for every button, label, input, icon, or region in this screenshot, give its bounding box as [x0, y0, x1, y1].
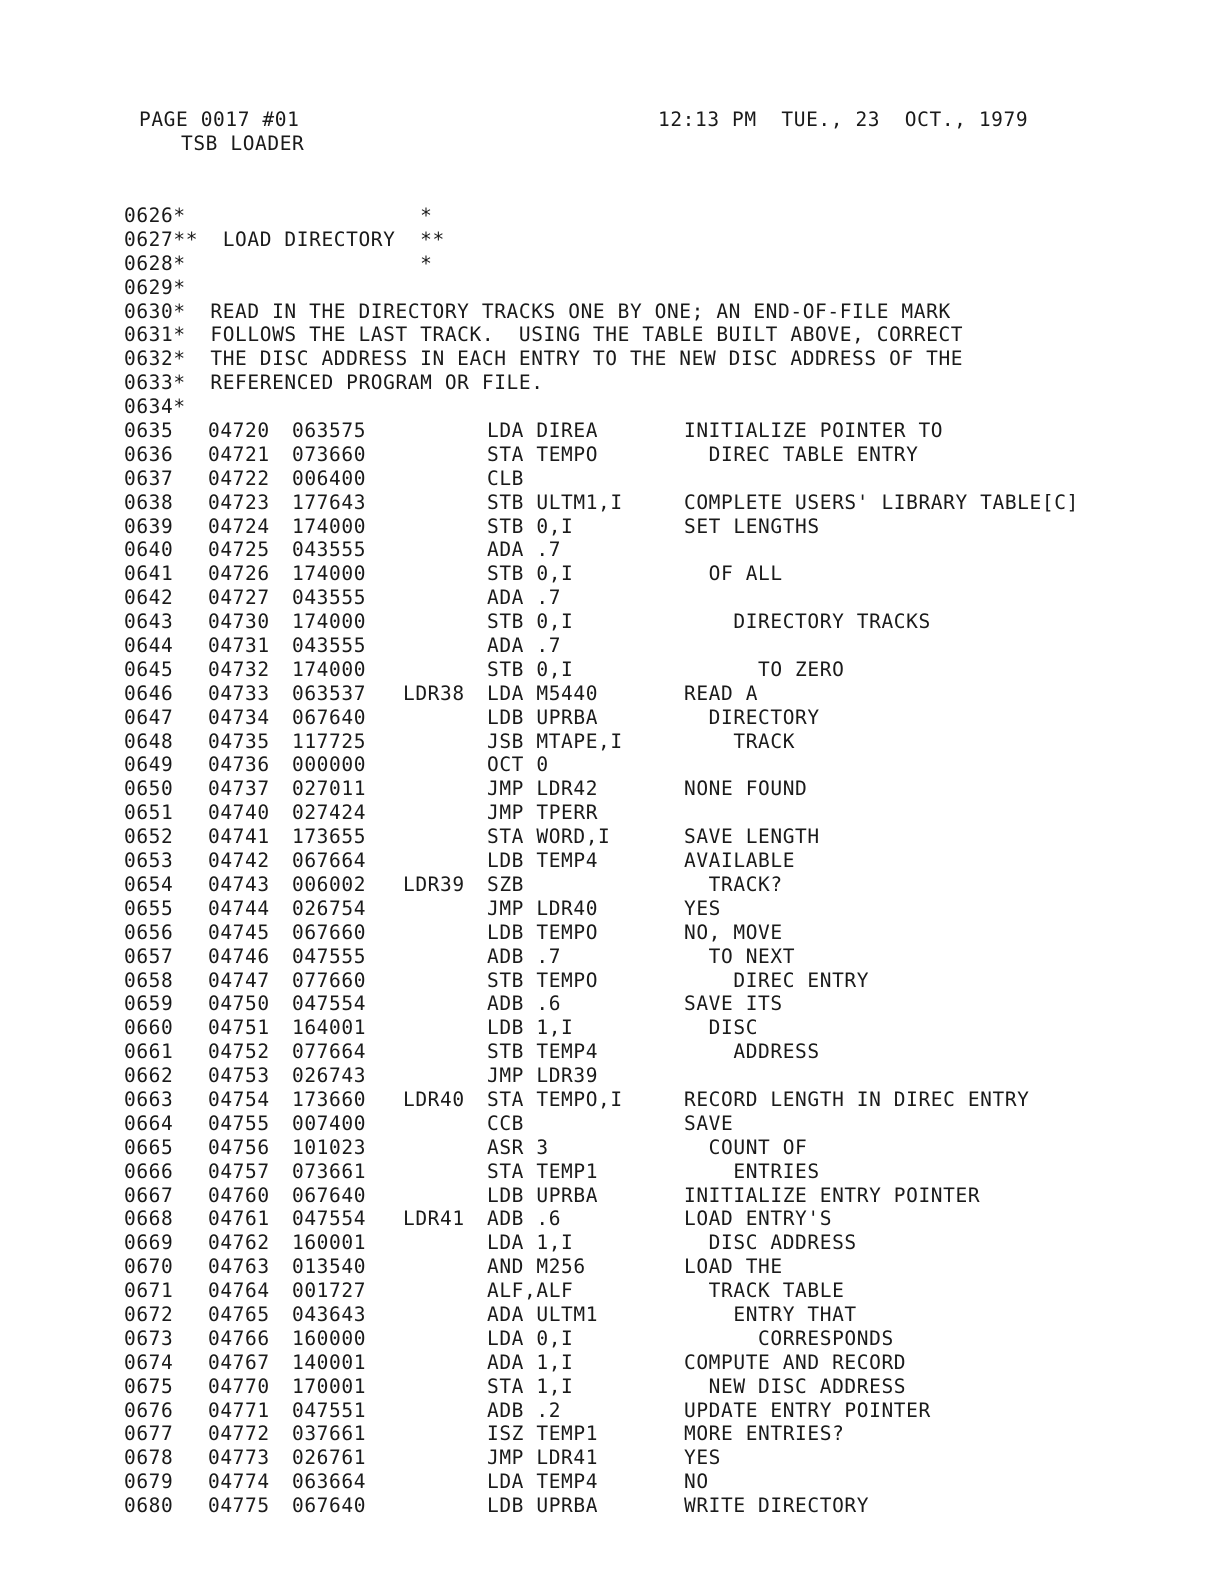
print-datetime: 12:13 PM TUE., 23 OCT., 1979	[658, 108, 1029, 131]
instruction: LDB UPRBA	[487, 705, 599, 729]
comment-line	[124, 204, 1184, 228]
memory-address: 04772	[208, 1422, 270, 1446]
memory-address: 04764	[208, 1279, 270, 1303]
code-line	[124, 419, 1184, 443]
line-number: 0637	[124, 466, 174, 490]
comment: TRACK	[684, 729, 796, 753]
line-number: 0669	[124, 1231, 174, 1255]
comment: SET LENGTHS	[684, 514, 820, 538]
object-code: 067640	[292, 705, 367, 729]
code-line	[124, 921, 1184, 945]
instruction: JSB MTAPE,I	[487, 729, 623, 753]
instruction: AND M256	[487, 1255, 586, 1279]
line-number: 0659	[124, 992, 174, 1016]
comment: TRACK TABLE	[684, 1279, 845, 1303]
memory-address: 04727	[208, 586, 270, 610]
memory-address: 04762	[208, 1231, 270, 1255]
instruction: STB ULTM1,I	[487, 490, 623, 514]
comment: YES	[684, 896, 722, 920]
instruction: LDA DIREA	[487, 419, 599, 443]
comment-text: 0629*	[124, 275, 186, 299]
comment-text: 0627** LOAD DIRECTORY **	[124, 227, 445, 251]
line-number: 0677	[124, 1422, 174, 1446]
memory-address: 04744	[208, 896, 270, 920]
object-code: 067660	[292, 920, 367, 944]
code-line	[124, 1470, 1184, 1494]
comment: NEW DISC ADDRESS	[684, 1374, 907, 1398]
memory-address: 04761	[208, 1207, 270, 1231]
memory-address: 04740	[208, 801, 270, 825]
line-number: 0647	[124, 705, 174, 729]
label: LDR39	[403, 872, 465, 896]
object-code: 026743	[292, 1064, 367, 1088]
instruction: STB TEMP4	[487, 1040, 599, 1064]
comment: WRITE DIRECTORY	[684, 1494, 870, 1518]
line-number: 0656	[124, 920, 174, 944]
code-line	[124, 1016, 1184, 1040]
instruction: STA TEMPO	[487, 442, 599, 466]
code-line	[124, 467, 1184, 491]
object-code: 174000	[292, 610, 367, 634]
label: LDR38	[403, 681, 465, 705]
line-number: 0676	[124, 1398, 174, 1422]
comment-text: 0631* FOLLOWS THE LAST TRACK. USING THE TABLE BUILT ABOVE, CORRECT	[124, 323, 964, 347]
line-number: 0664	[124, 1111, 174, 1135]
line-number: 0650	[124, 777, 174, 801]
comment: ADDRESS	[684, 1040, 820, 1064]
code-line	[124, 825, 1184, 849]
instruction: LDA M5440	[487, 681, 599, 705]
memory-address: 04771	[208, 1398, 270, 1422]
line-number: 0668	[124, 1207, 174, 1231]
instruction: SZB	[487, 872, 525, 896]
object-code: 073660	[292, 442, 367, 466]
comment-line	[124, 323, 1184, 347]
code-line	[124, 1303, 1184, 1327]
memory-address: 04745	[208, 920, 270, 944]
comment: DISC ADDRESS	[684, 1231, 857, 1255]
object-code: 067640	[292, 1494, 367, 1518]
comment: TRACK?	[684, 872, 783, 896]
comment-line	[124, 252, 1184, 276]
instruction: ADA 1,I	[487, 1350, 574, 1374]
memory-address: 04750	[208, 992, 270, 1016]
comment: CORRESPONDS	[684, 1326, 894, 1350]
object-code: 037661	[292, 1422, 367, 1446]
memory-address: 04725	[208, 538, 270, 562]
page-number: PAGE 0017 #01	[139, 108, 300, 131]
memory-address: 04746	[208, 944, 270, 968]
comment: MORE ENTRIES?	[684, 1422, 845, 1446]
memory-address: 04774	[208, 1470, 270, 1494]
line-number: 0646	[124, 681, 174, 705]
memory-address: 04754	[208, 1087, 270, 1111]
comment: NO	[684, 1470, 709, 1494]
object-code: 063575	[292, 419, 367, 443]
comment: UPDATE ENTRY POINTER	[684, 1398, 931, 1422]
line-number: 0639	[124, 514, 174, 538]
comment: ENTRY THAT	[684, 1302, 857, 1326]
code-line	[124, 1184, 1184, 1208]
comment: DIREC TABLE ENTRY	[684, 442, 919, 466]
line-number: 0643	[124, 610, 174, 634]
comment-text: 0634*	[124, 395, 186, 419]
object-code: 177643	[292, 490, 367, 514]
comment-text: 0628* *	[124, 251, 433, 275]
memory-address: 04763	[208, 1255, 270, 1279]
object-code: 047551	[292, 1398, 367, 1422]
instruction: ADA .7	[487, 586, 562, 610]
instruction: JMP LDR41	[487, 1446, 599, 1470]
memory-address: 04752	[208, 1040, 270, 1064]
comment: DIRECTORY TRACKS	[684, 610, 931, 634]
memory-address: 04737	[208, 777, 270, 801]
memory-address: 04765	[208, 1302, 270, 1326]
line-number: 0648	[124, 729, 174, 753]
object-code: 067640	[292, 1183, 367, 1207]
line-number: 0638	[124, 490, 174, 514]
object-code: 164001	[292, 1016, 367, 1040]
code-line	[124, 706, 1184, 730]
instruction: LDB TEMP4	[487, 849, 599, 873]
object-code: 043555	[292, 634, 367, 658]
object-code: 007400	[292, 1111, 367, 1135]
memory-address: 04726	[208, 562, 270, 586]
instruction: ADB .6	[487, 992, 562, 1016]
object-code: 006400	[292, 466, 367, 490]
instruction: JMP LDR39	[487, 1064, 599, 1088]
instruction: LDA 1,I	[487, 1231, 574, 1255]
line-number: 0671	[124, 1279, 174, 1303]
code-line	[124, 873, 1184, 897]
memory-address: 04721	[208, 442, 270, 466]
memory-address: 04743	[208, 872, 270, 896]
code-line	[124, 897, 1184, 921]
memory-address: 04742	[208, 849, 270, 873]
line-number: 0662	[124, 1064, 174, 1088]
object-code: 067664	[292, 849, 367, 873]
line-number: 0657	[124, 944, 174, 968]
comment: DIREC ENTRY	[684, 968, 870, 992]
comment: SAVE ITS	[684, 992, 783, 1016]
code-line	[124, 538, 1184, 562]
memory-address: 04720	[208, 419, 270, 443]
object-code: 043643	[292, 1302, 367, 1326]
comment: COMPUTE AND RECORD	[684, 1350, 907, 1374]
line-number: 0641	[124, 562, 174, 586]
instruction: JMP LDR40	[487, 896, 599, 920]
memory-address: 04735	[208, 729, 270, 753]
line-number: 0655	[124, 896, 174, 920]
instruction: OCT 0	[487, 753, 549, 777]
line-number: 0670	[124, 1255, 174, 1279]
instruction: ISZ TEMP1	[487, 1422, 599, 1446]
code-line	[124, 1136, 1184, 1160]
line-number: 0672	[124, 1302, 174, 1326]
object-code: 026754	[292, 896, 367, 920]
line-number: 0636	[124, 442, 174, 466]
comment: RECORD LENGTH IN DIREC ENTRY	[684, 1087, 1030, 1111]
code-line	[124, 992, 1184, 1016]
code-line	[124, 1494, 1184, 1518]
line-number: 0680	[124, 1494, 174, 1518]
instruction: LDA 0,I	[487, 1326, 574, 1350]
object-code: 047554	[292, 1207, 367, 1231]
object-code: 047555	[292, 944, 367, 968]
comment: OF ALL	[684, 562, 783, 586]
instruction: JMP TPERR	[487, 801, 599, 825]
label: LDR41	[403, 1207, 465, 1231]
comment-text: 0630* READ IN THE DIRECTORY TRACKS ONE BY ONE; AN END-OF-FILE MARK	[124, 299, 951, 323]
memory-address: 04756	[208, 1135, 270, 1159]
object-code: 027011	[292, 777, 367, 801]
comment: COUNT OF	[684, 1135, 808, 1159]
instruction: CCB	[487, 1111, 525, 1135]
memory-address: 04760	[208, 1183, 270, 1207]
comment: DISC	[684, 1016, 759, 1040]
memory-address: 04747	[208, 968, 270, 992]
object-code: 160000	[292, 1326, 367, 1350]
instruction: STB 0,I	[487, 610, 574, 634]
comment-text: 0633* REFERENCED PROGRAM OR FILE.	[124, 371, 544, 395]
document-title: TSB LOADER	[181, 132, 305, 155]
line-number: 0640	[124, 538, 174, 562]
line-number: 0667	[124, 1183, 174, 1207]
comment: YES	[684, 1446, 722, 1470]
instruction: ADB .7	[487, 944, 562, 968]
line-number: 0649	[124, 753, 174, 777]
code-line	[124, 1422, 1184, 1446]
object-code: 073661	[292, 1159, 367, 1183]
line-number: 0674	[124, 1350, 174, 1374]
object-code: 000000	[292, 753, 367, 777]
comment-text: 0626* *	[124, 204, 433, 227]
object-code: 063537	[292, 681, 367, 705]
line-number: 0678	[124, 1446, 174, 1470]
instruction: ADA .7	[487, 634, 562, 658]
comment: ENTRIES	[684, 1159, 820, 1183]
code-line	[124, 1112, 1184, 1136]
instruction: STB 0,I	[487, 657, 574, 681]
instruction: ALF,ALF	[487, 1279, 574, 1303]
instruction: JMP LDR42	[487, 777, 599, 801]
object-code: 027424	[292, 801, 367, 825]
code-line	[124, 658, 1184, 682]
line-number: 0635	[124, 419, 174, 443]
object-code: 173660	[292, 1087, 367, 1111]
memory-address: 04755	[208, 1111, 270, 1135]
line-number: 0665	[124, 1135, 174, 1159]
instruction: STA WORD,I	[487, 825, 611, 849]
comment: DIRECTORY	[684, 705, 820, 729]
instruction: LDB 1,I	[487, 1016, 574, 1040]
instruction: STA TEMP1	[487, 1159, 599, 1183]
code-line	[124, 945, 1184, 969]
line-number: 0645	[124, 657, 174, 681]
code-line	[124, 777, 1184, 801]
line-number: 0660	[124, 1016, 174, 1040]
comment: READ A	[684, 681, 759, 705]
code-line	[124, 562, 1184, 586]
comment: LOAD ENTRY'S	[684, 1207, 833, 1231]
object-code: 077660	[292, 968, 367, 992]
code-line	[124, 1231, 1184, 1255]
object-code: 043555	[292, 586, 367, 610]
code-line	[124, 1160, 1184, 1184]
code-line	[124, 1399, 1184, 1423]
object-code: 117725	[292, 729, 367, 753]
line-number: 0673	[124, 1326, 174, 1350]
memory-address: 04757	[208, 1159, 270, 1183]
comment-line	[124, 347, 1184, 371]
memory-address: 04722	[208, 466, 270, 490]
code-line	[124, 1327, 1184, 1351]
line-number: 0644	[124, 634, 174, 658]
instruction: LDB UPRBA	[487, 1183, 599, 1207]
object-code: 170001	[292, 1374, 367, 1398]
memory-address: 04773	[208, 1446, 270, 1470]
object-code: 047554	[292, 992, 367, 1016]
instruction: LDA TEMP4	[487, 1470, 599, 1494]
memory-address: 04734	[208, 705, 270, 729]
line-number: 0658	[124, 968, 174, 992]
line-number: 0651	[124, 801, 174, 825]
comment: SAVE LENGTH	[684, 825, 820, 849]
memory-address: 04766	[208, 1326, 270, 1350]
code-line	[124, 969, 1184, 993]
code-line	[124, 849, 1184, 873]
comment-line	[124, 228, 1184, 252]
code-line	[124, 1279, 1184, 1303]
object-code: 043555	[292, 538, 367, 562]
instruction: CLB	[487, 466, 525, 490]
comment-text: 0632* THE DISC ADDRESS IN EACH ENTRY TO THE NEW DISC ADDRESS OF THE	[124, 347, 964, 371]
instruction: STA 1,I	[487, 1374, 574, 1398]
code-line	[124, 634, 1184, 658]
line-number: 0663	[124, 1087, 174, 1111]
comment: LOAD THE	[684, 1255, 783, 1279]
code-line	[124, 443, 1184, 467]
instruction: ASR 3	[487, 1135, 549, 1159]
code-line	[124, 1207, 1184, 1231]
object-code: 063664	[292, 1470, 367, 1494]
comment: COMPLETE USERS' LIBRARY TABLE[C]	[684, 490, 1079, 514]
object-code: 173655	[292, 825, 367, 849]
instruction: STB TEMPO	[487, 968, 599, 992]
object-code: 174000	[292, 514, 367, 538]
line-number: 0666	[124, 1159, 174, 1183]
comment: SAVE	[684, 1111, 734, 1135]
code-line	[124, 801, 1184, 825]
object-code: 174000	[292, 657, 367, 681]
line-number: 0679	[124, 1470, 174, 1494]
code-line	[124, 1446, 1184, 1470]
memory-address: 04741	[208, 825, 270, 849]
memory-address: 04730	[208, 610, 270, 634]
memory-address: 04751	[208, 1016, 270, 1040]
code-line	[124, 1351, 1184, 1375]
memory-address: 04723	[208, 490, 270, 514]
code-line	[124, 586, 1184, 610]
code-line	[124, 1040, 1184, 1064]
code-line	[124, 1088, 1184, 1112]
comment: TO NEXT	[684, 944, 796, 968]
object-code: 174000	[292, 562, 367, 586]
memory-address: 04775	[208, 1494, 270, 1518]
object-code: 006002	[292, 872, 367, 896]
code-line	[124, 491, 1184, 515]
line-number: 0652	[124, 825, 174, 849]
memory-address: 04736	[208, 753, 270, 777]
memory-address: 04731	[208, 634, 270, 658]
comment: TO ZERO	[684, 657, 845, 681]
instruction: LDB UPRBA	[487, 1494, 599, 1518]
object-code: 160001	[292, 1231, 367, 1255]
memory-address: 04753	[208, 1064, 270, 1088]
comment: NONE FOUND	[684, 777, 808, 801]
code-line	[124, 1255, 1184, 1279]
code-line	[124, 1064, 1184, 1088]
comment: INITIALIZE ENTRY POINTER	[684, 1183, 981, 1207]
object-code: 077664	[292, 1040, 367, 1064]
memory-address: 04767	[208, 1350, 270, 1374]
line-number: 0661	[124, 1040, 174, 1064]
object-code: 140001	[292, 1350, 367, 1374]
object-code: 013540	[292, 1255, 367, 1279]
line-number: 0675	[124, 1374, 174, 1398]
memory-address: 04732	[208, 657, 270, 681]
comment: INITIALIZE POINTER TO	[684, 419, 944, 443]
instruction: ADB .2	[487, 1398, 562, 1422]
comment: AVAILABLE	[684, 849, 796, 873]
comment-line	[124, 300, 1184, 324]
object-code: 001727	[292, 1279, 367, 1303]
comment-line	[124, 276, 1184, 300]
code-line	[124, 610, 1184, 634]
code-line	[124, 515, 1184, 539]
memory-address: 04770	[208, 1374, 270, 1398]
line-number: 0642	[124, 586, 174, 610]
code-line	[124, 730, 1184, 754]
assembly-listing	[124, 204, 1184, 1518]
instruction: LDB TEMPO	[487, 920, 599, 944]
instruction: ADA ULTM1	[487, 1302, 599, 1326]
code-line	[124, 1375, 1184, 1399]
code-line	[124, 753, 1184, 777]
memory-address: 04733	[208, 681, 270, 705]
line-number: 0653	[124, 849, 174, 873]
comment-line	[124, 395, 1184, 419]
code-line	[124, 682, 1184, 706]
object-code: 101023	[292, 1135, 367, 1159]
instruction: ADB .6	[487, 1207, 562, 1231]
line-number: 0654	[124, 872, 174, 896]
memory-address: 04724	[208, 514, 270, 538]
label: LDR40	[403, 1087, 465, 1111]
instruction: STB 0,I	[487, 562, 574, 586]
instruction: ADA .7	[487, 538, 562, 562]
comment-line	[124, 371, 1184, 395]
instruction: STA TEMPO,I	[487, 1087, 623, 1111]
object-code: 026761	[292, 1446, 367, 1470]
comment: NO, MOVE	[684, 920, 783, 944]
instruction: STB 0,I	[487, 514, 574, 538]
